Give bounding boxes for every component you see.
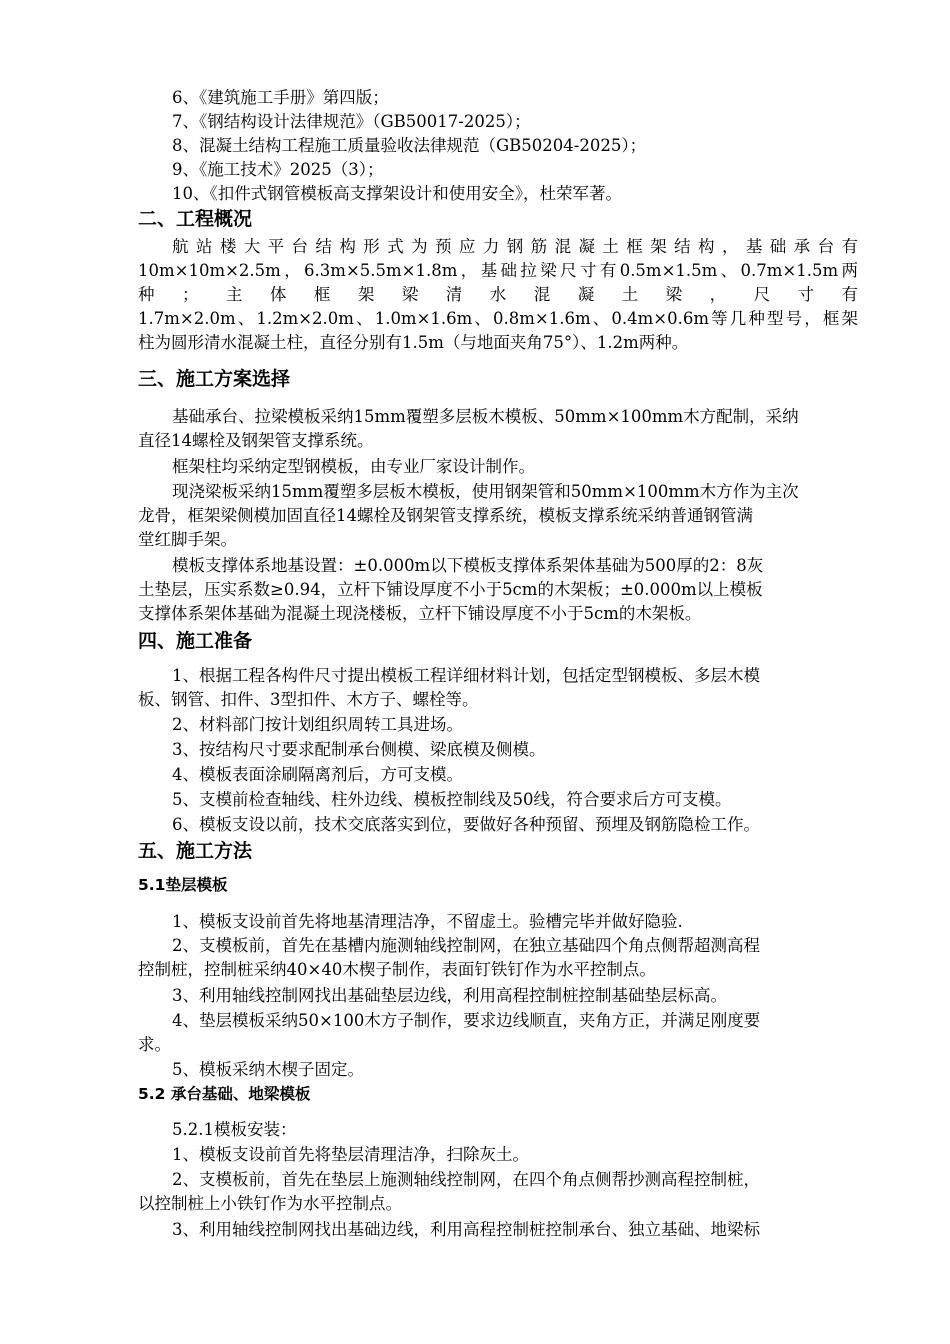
paragraph-line: 3、利用轴线控制网找出基础边线，利用高程控制桩控制承台、独立基础、地梁标 xyxy=(172,1220,760,1239)
section-heading: 五、施工方法 xyxy=(138,840,253,862)
paragraph-line: 3、利用轴线控制网找出基础垫层边线，利用高程控制桩控制基础垫层标高。 xyxy=(172,986,727,1005)
ref-item: 10、《扣件式钢管模板高支撑架设计和使用安全》，杜荣军著。 xyxy=(172,184,622,203)
paragraph-line: 直径14螺栓及钢架管支撑系统。 xyxy=(138,431,374,450)
paragraph-line: 3、按结构尺寸要求配制承台侧模、梁底模及侧模。 xyxy=(172,740,546,759)
paragraph-line: 以控制桩上小铁钉作为水平控制点。 xyxy=(138,1194,402,1213)
paragraph-line: 10m×10m×2.5m，6.3m×5.5m×1.8m，基础拉梁尺寸有0.5m×1.5m、0.7m×1.5m两 xyxy=(138,261,858,280)
paragraph-line: 5、支模前检查轴线、柱外边线、模板控制线及50线，符合要求后方可支模。 xyxy=(172,790,732,809)
section-heading: 二、工程概况 xyxy=(138,208,253,230)
paragraph-line: 现浇梁板采纳15mm覆塑多层板木模板，使用钢架管和50mm×100mm木方作为主次 xyxy=(172,482,799,501)
ref-item: 9、《施工技术》2025（3）； xyxy=(172,160,384,179)
paragraph-line: 4、模板表面涂刷隔离剂后，方可支模。 xyxy=(172,765,463,784)
paragraph-line: 2、支模板前，首先在垫层上施测轴线控制网，在四个角点侧帮抄测高程控制桩， xyxy=(172,1170,760,1189)
paragraph-line: 支撑体系架体基础为混凝土现浇楼板，立杆下铺设厚度不小于5cm的木架板。 xyxy=(138,604,702,623)
paragraph-line: 模板支撑体系地基设置：±0.000m以下模板支撑体系架体基础为500厚的2：8灰 xyxy=(172,556,764,575)
paragraph-line: 1、模板支设前首先将地基清理洁净，不留虚土。验槽完毕并做好隐验. xyxy=(172,912,683,931)
paragraph-line: 2、支模板前，首先在基槽内施测轴线控制网，在独立基础四个角点侧帮超测高程 xyxy=(172,936,760,955)
paragraph-line: 堂红脚手架。 xyxy=(138,530,237,549)
section-heading: 三、施工方案选择 xyxy=(138,368,291,390)
paragraph-line: 1.7m×2.0m、1.2m×2.0m、1.0m×1.6m、0.8m×1.6m、0.4m×0.6m等几种型号，框架 xyxy=(138,309,858,328)
subsection-heading: 5.2 承台基础、地梁模板 xyxy=(138,1085,311,1103)
paragraph-line: 种；主体框架梁清水混凝土梁，尺寸有 xyxy=(138,285,858,304)
paragraph-line: 1、模板支设前首先将垫层清理洁净，扫除灰土。 xyxy=(172,1145,529,1164)
subsection-heading: 5.1垫层模板 xyxy=(138,876,228,894)
paragraph-line: 2、材料部门按计划组织周转工具进场。 xyxy=(172,715,463,734)
paragraph-line: 1、根据工程各构件尺寸提出模板工程详细材料计划，包括定型钢模板、多层木模 xyxy=(172,666,760,685)
paragraph-line: 柱为圆形清水混凝土柱，直径分别有1.5m（与地面夹角75°）、1.2m两种。 xyxy=(138,333,689,352)
paragraph-line: 龙骨，框架梁侧模加固直径14螺栓及钢架管支撑系统，模板支撑系统采纳普通钢管满 xyxy=(138,506,753,525)
paragraph-line: 4、垫层模板采纳50×100木方子制作，要求边线顺直，夹角方正，并满足刚度要 xyxy=(172,1011,761,1030)
paragraph-line: 基础承台、拉梁模板采纳15mm覆塑多层板木模板、50mm×100mm木方配制，采纳 xyxy=(172,407,799,426)
paragraph-line: 5、模板采纳木楔子固定。 xyxy=(172,1060,364,1079)
paragraph-line: 框架柱均采纳定型钢模板，由专业厂家设计制作。 xyxy=(172,457,535,476)
paragraph-line: 航站楼大平台结构形式为预应力钢筋混凝土框架结构，基础承台有 xyxy=(172,237,858,256)
paragraph-line: 6、模板支设以前，技术交底落实到位，要做好各种预留、预埋及钢筋隐检工作。 xyxy=(172,815,760,834)
paragraph-line: 5.2.1模板安装： xyxy=(172,1120,297,1139)
paragraph-line: 控制桩，控制桩采纳40×40木楔子制作，表面钉铁钉作为水平控制点。 xyxy=(138,960,656,979)
ref-item: 7、《钢结构设计法律规范》（GB50017-2025）； xyxy=(172,112,531,131)
paragraph-line: 板、钢管、扣件、3型扣件、木方子、螺栓等。 xyxy=(138,690,479,709)
ref-item: 8、混凝土结构工程施工质量验收法律规范（GB50204-2025）； xyxy=(172,136,647,155)
section-heading: 四、施工准备 xyxy=(138,630,253,652)
ref-item: 6、《建筑施工手册》第四版； xyxy=(172,88,389,107)
paragraph-line: 求。 xyxy=(138,1035,171,1054)
paragraph-line: 土垫层，压实系数≥0.94，立杆下铺设厚度不小于5cm的木架板；±0.000m以上模板 xyxy=(138,580,763,599)
